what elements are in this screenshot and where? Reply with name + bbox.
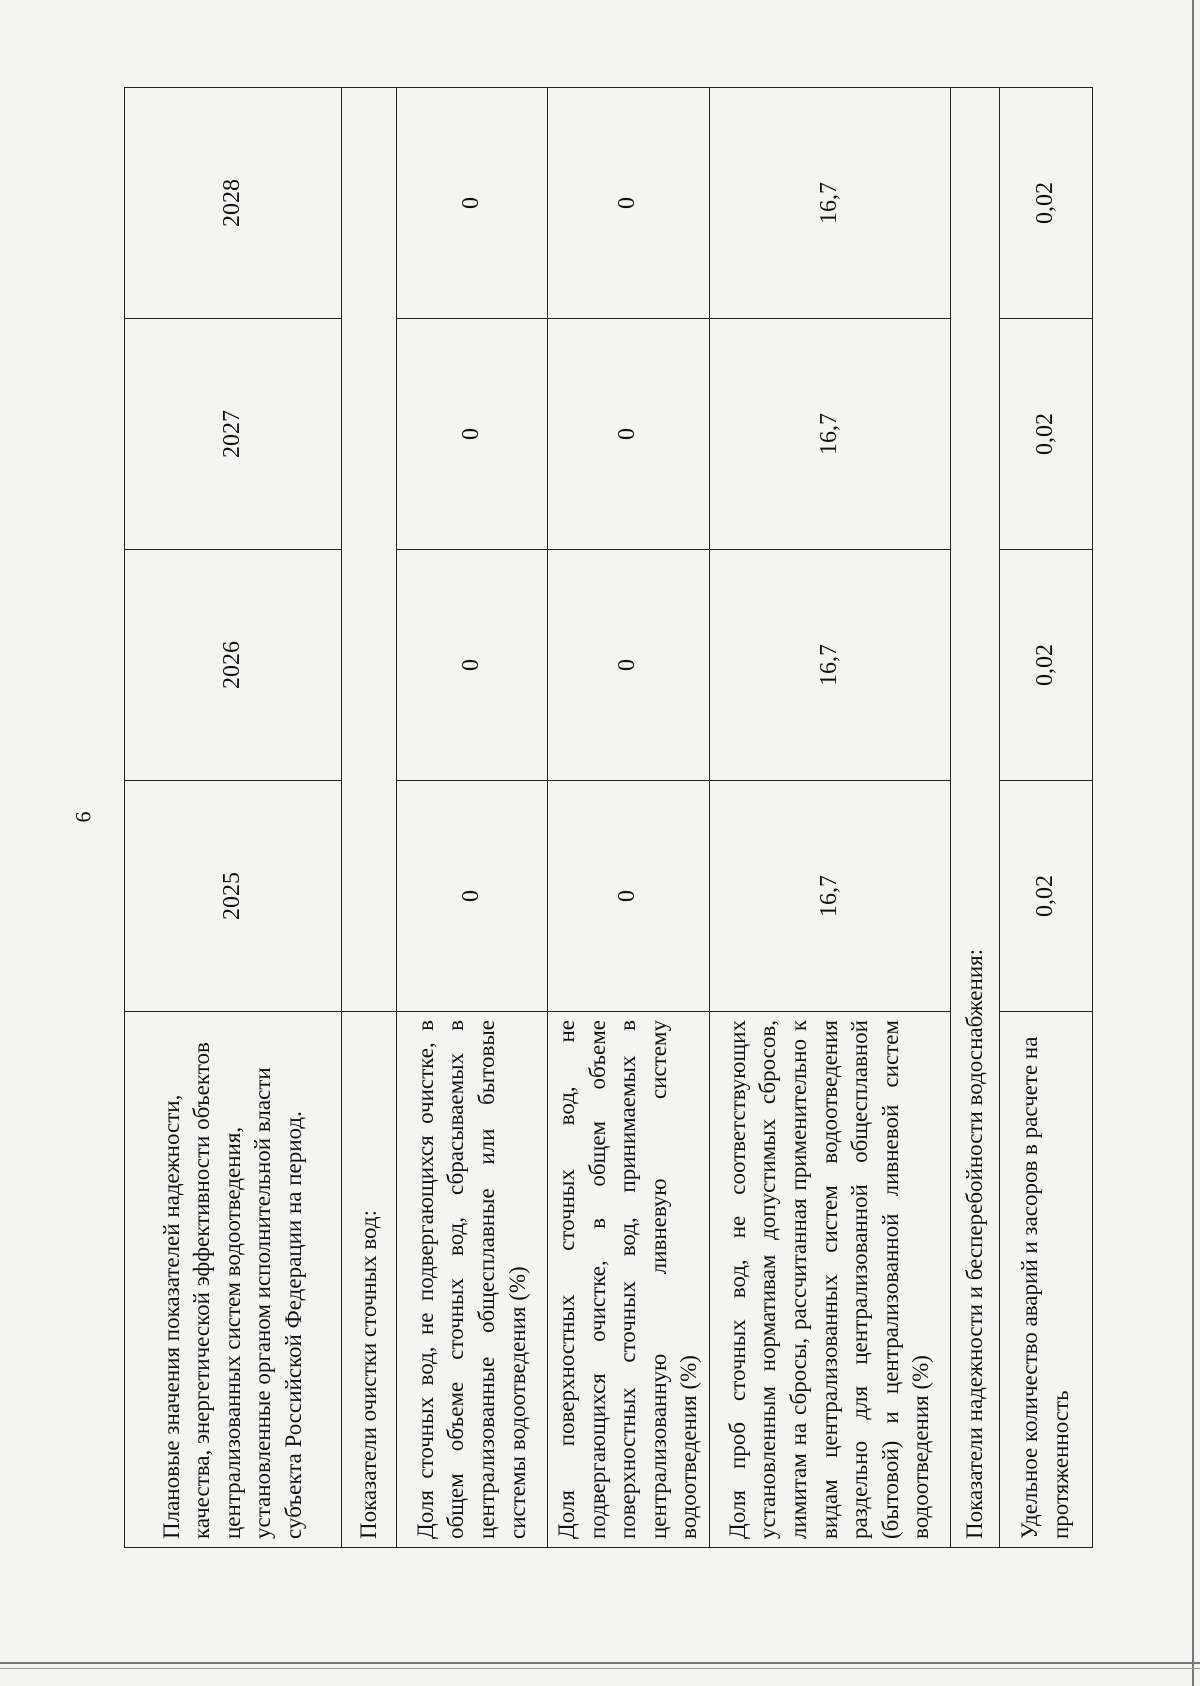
table-header-row [125, 88, 342, 1548]
section-title-wastewater: Показатели очистки сточных вод: [342, 1012, 397, 1548]
row-label: Доля поверхностных сточных вод, не подвергающихся очистке, в общем объеме поверхностных сточных вод, принимаемых в централизованную ливневую систему водоотведения (%) [548, 1012, 710, 1548]
row-value-2027: 0,02 [999, 319, 1092, 550]
scan-edge-right [1192, 0, 1194, 1686]
row-value-2028: 0 [548, 88, 710, 319]
year-2025-header: 2025 [125, 781, 342, 1012]
row-value-2026: 0,02 [999, 550, 1092, 781]
row-value-2026: 0 [397, 550, 548, 781]
row-value-2027: 0 [397, 319, 548, 550]
page-number: 6 [70, 811, 96, 823]
row-value-2028: 0,02 [999, 88, 1092, 319]
year-2028-header: 2028 [125, 88, 342, 319]
year-2027-header: 2027 [125, 319, 342, 550]
scan-edge-bottom [0, 1662, 1200, 1664]
indicators-table [124, 87, 1093, 1548]
section-title-reliability: Показатели надежности и бесперебойности водоснабжения: [950, 88, 999, 1548]
row-label: Удельное количество аварий и засоров в расчете на протяженность [999, 1012, 1092, 1548]
row-value-2025: 0 [548, 781, 710, 1012]
header-description: Плановые значения показателей надежности, качества, энергетической эффективности объектов централизованных систем водоотведения, установленные органом исполнительной власти субъекта Российской Федерации на период. [125, 1012, 342, 1548]
row-value-2025: 16,7 [709, 781, 950, 1012]
year-2026-header: 2026 [125, 550, 342, 781]
section-row [342, 88, 397, 1548]
row-value-2025: 0,02 [999, 781, 1092, 1012]
row-value-2026: 0 [548, 550, 710, 781]
section-row [950, 88, 999, 1548]
table-row [397, 88, 548, 1548]
row-value-2027: 16,7 [709, 319, 950, 550]
row-value-2027: 0 [548, 319, 710, 550]
row-value-2026: 16,7 [709, 550, 950, 781]
row-value-2025: 0 [397, 781, 548, 1012]
table-row [709, 88, 950, 1548]
table-row [548, 88, 710, 1548]
row-label: Доля проб сточных вод, не соответствующих установленным нормативам допустимых сбросов, лимитам на сбросы, рассчитанная применительно к видам централизованных систем водоотведения раздельно для централизованной общесплавной (бытовой) и централизованной ливневой систем водоотведения (%) [709, 1012, 950, 1548]
section-blank-cell [342, 88, 397, 1012]
row-value-2028: 16,7 [709, 88, 950, 319]
scan-edge-bottom-inner [0, 1668, 1200, 1669]
table-row [999, 88, 1092, 1548]
row-label: Доля сточных вод, не подвергающихся очистке, в общем объеме сточных вод, сбрасываемых в централизованные общесплавные или бытовые системы водоотведения (%) [397, 1012, 548, 1548]
row-value-2028: 0 [397, 88, 548, 319]
rotated-table-container [124, 88, 1073, 1548]
